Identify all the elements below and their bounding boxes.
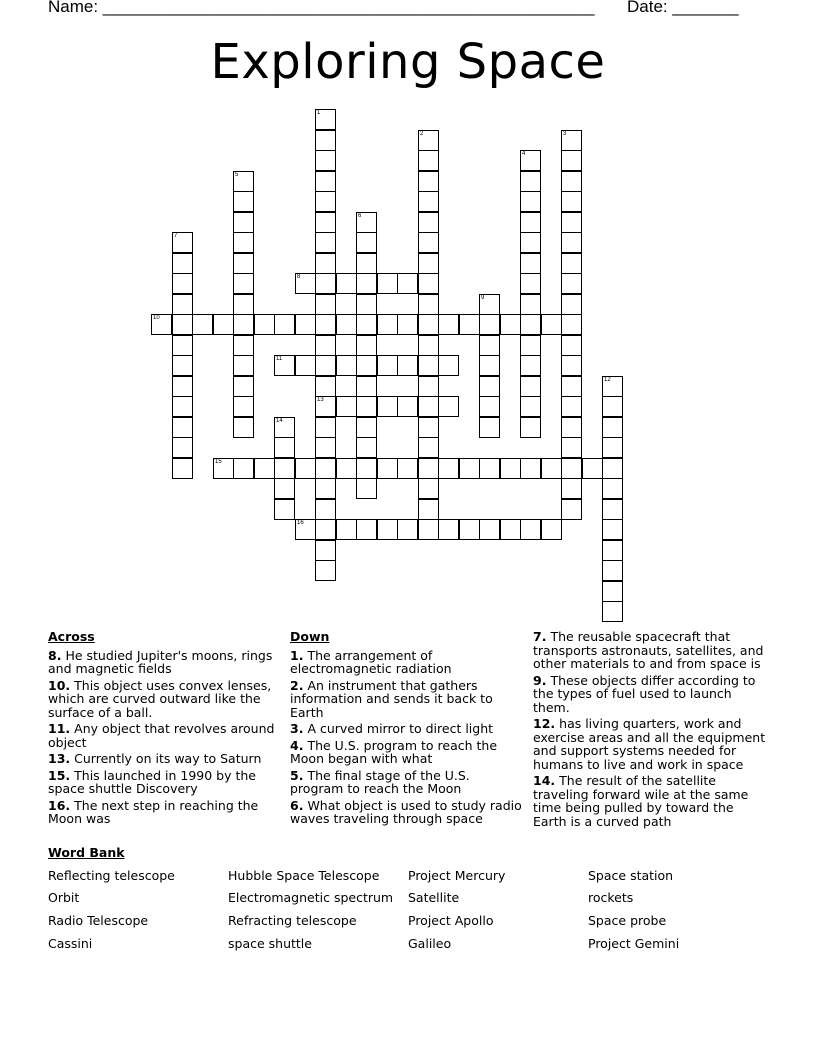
- grid-cell[interactable]: [274, 437, 295, 458]
- grid-cell[interactable]: [315, 376, 336, 397]
- grid-cell[interactable]: [172, 273, 193, 294]
- grid-cell[interactable]: [479, 417, 500, 438]
- grid-cell[interactable]: [561, 273, 582, 294]
- grid-cell[interactable]: [520, 171, 541, 192]
- grid-cell[interactable]: [520, 355, 541, 376]
- grid-cell[interactable]: [315, 335, 336, 356]
- clue-item: 6. What object is used to study radio waves traveling through space: [290, 797, 522, 826]
- grid-cell[interactable]: [315, 396, 336, 417]
- grid-cell[interactable]: [233, 355, 254, 376]
- clue-number: 4: [522, 151, 526, 157]
- grid-cell[interactable]: [561, 458, 582, 479]
- grid-cell[interactable]: [479, 458, 500, 479]
- grid-cell[interactable]: [356, 294, 377, 315]
- grid-cell[interactable]: [397, 396, 418, 417]
- grid-cell[interactable]: [520, 150, 541, 171]
- grid-cell[interactable]: [233, 376, 254, 397]
- grid-cell[interactable]: [397, 519, 418, 540]
- grid-cell[interactable]: [418, 232, 439, 253]
- grid-cell[interactable]: [356, 314, 377, 335]
- across-heading: Across: [48, 629, 95, 644]
- grid-cell[interactable]: [561, 150, 582, 171]
- grid-cell[interactable]: [315, 273, 336, 294]
- word-bank-item: rockets: [588, 890, 634, 905]
- grid-cell[interactable]: [541, 314, 562, 335]
- clue-item: 3. A curved mirror to direct light: [290, 721, 494, 736]
- clue-item: 7. The reusable spacecraft that transports astronauts, satellites, and other materials to and from space is: [533, 629, 764, 671]
- grid-cell[interactable]: [336, 273, 357, 294]
- word-bank-item: Project Mercury: [408, 868, 506, 883]
- grid-cell[interactable]: [356, 519, 377, 540]
- grid-cell[interactable]: [315, 458, 336, 479]
- clue-item: 14. The result of the satellite traveling forward wile at the same time being pulled by toward the Earth is a curved path: [533, 773, 749, 829]
- grid-cell[interactable]: [561, 130, 582, 151]
- grid-cell[interactable]: [233, 171, 254, 192]
- grid-cell[interactable]: [172, 355, 193, 376]
- grid-cell[interactable]: [561, 499, 582, 520]
- grid-cell[interactable]: [438, 355, 459, 376]
- grid-cell[interactable]: [418, 273, 439, 294]
- grid-cell[interactable]: [172, 232, 193, 253]
- word-bank-heading: Word Bank: [48, 845, 125, 860]
- grid-cell[interactable]: [356, 396, 377, 417]
- grid-cell[interactable]: [418, 437, 439, 458]
- down-clues: [290, 630, 522, 829]
- grid-cell[interactable]: [418, 191, 439, 212]
- grid-cell[interactable]: [274, 355, 295, 376]
- word-bank-item: Galileo: [408, 936, 452, 951]
- grid-cell[interactable]: [520, 335, 541, 356]
- grid-cell[interactable]: [438, 458, 459, 479]
- grid-cell[interactable]: [418, 396, 439, 417]
- clue-number: 6: [358, 213, 362, 219]
- clue-item: 11. Any object that revolves around object: [48, 721, 275, 750]
- grid-cell[interactable]: [356, 376, 377, 397]
- grid-cell[interactable]: [233, 417, 254, 438]
- clue-item: 12. has living quarters, work and exercise areas and all the equipment and support systems needed for humans to live and work in space: [533, 716, 766, 772]
- grid-cell[interactable]: [377, 314, 398, 335]
- grid-cell[interactable]: [315, 294, 336, 315]
- grid-cell[interactable]: [315, 355, 336, 376]
- date-field: Date: _______: [627, 0, 739, 16]
- grid-cell[interactable]: [418, 212, 439, 233]
- grid-cell[interactable]: [254, 314, 275, 335]
- grid-cell[interactable]: [172, 294, 193, 315]
- grid-cell[interactable]: [356, 355, 377, 376]
- grid-cell[interactable]: [520, 458, 541, 479]
- grid-cell[interactable]: [192, 314, 213, 335]
- grid-cell[interactable]: [500, 458, 521, 479]
- word-bank-item: Refracting telescope: [228, 913, 357, 928]
- word-bank-item: Orbit: [48, 890, 80, 905]
- grid-cell[interactable]: [541, 519, 562, 540]
- grid-cell[interactable]: [315, 437, 336, 458]
- grid-cell[interactable]: [356, 212, 377, 233]
- grid-cell[interactable]: [315, 519, 336, 540]
- word-bank-item: Hubble Space Telescope: [228, 868, 380, 883]
- grid-cell[interactable]: [561, 396, 582, 417]
- down-clues-continued: [533, 630, 768, 831]
- grid-cell[interactable]: [377, 396, 398, 417]
- grid-cell[interactable]: [233, 294, 254, 315]
- grid-cell[interactable]: [561, 335, 582, 356]
- grid-cell[interactable]: [315, 130, 336, 151]
- clue-number: 16: [297, 520, 304, 526]
- grid-cell[interactable]: [295, 458, 316, 479]
- down-heading: Down: [290, 629, 330, 644]
- grid-cell[interactable]: [602, 581, 623, 602]
- clue-number: 15: [215, 459, 222, 465]
- grid-cell[interactable]: [602, 478, 623, 499]
- grid-cell[interactable]: [397, 314, 418, 335]
- grid-cell[interactable]: [520, 232, 541, 253]
- grid-cell[interactable]: [172, 396, 193, 417]
- grid-cell[interactable]: [254, 458, 275, 479]
- grid-cell[interactable]: [479, 519, 500, 540]
- grid-cell[interactable]: [172, 335, 193, 356]
- grid-cell[interactable]: [561, 437, 582, 458]
- clue-item: 9. These objects differ according to the types of fuel used to launch them.: [533, 672, 756, 715]
- grid-cell[interactable]: [418, 294, 439, 315]
- grid-cell[interactable]: [397, 458, 418, 479]
- grid-cell[interactable]: [479, 335, 500, 356]
- grid-cell[interactable]: [602, 458, 623, 479]
- grid-cell[interactable]: [356, 232, 377, 253]
- grid-cell[interactable]: [377, 355, 398, 376]
- grid-cell[interactable]: [438, 396, 459, 417]
- word-bank-item: Radio Telescope: [48, 913, 149, 928]
- grid-cell[interactable]: [315, 499, 336, 520]
- grid-cell[interactable]: [520, 519, 541, 540]
- grid-cell[interactable]: [520, 417, 541, 438]
- grid-cell[interactable]: [520, 396, 541, 417]
- grid-cell[interactable]: [561, 376, 582, 397]
- grid-cell[interactable]: [172, 314, 193, 335]
- grid-cell[interactable]: [356, 458, 377, 479]
- grid-cell[interactable]: [233, 232, 254, 253]
- grid-cell[interactable]: [356, 273, 377, 294]
- clue-item: 4. The U.S. program to reach the Moon began with what: [290, 737, 498, 766]
- word-bank-item: Project Apollo: [408, 913, 494, 928]
- grid-cell[interactable]: [356, 478, 377, 499]
- grid-cell[interactable]: [151, 314, 172, 335]
- grid-cell[interactable]: [500, 519, 521, 540]
- grid-cell[interactable]: [479, 294, 500, 315]
- clue-number: 12: [604, 377, 611, 383]
- grid-cell[interactable]: [418, 253, 439, 274]
- grid-cell[interactable]: [377, 273, 398, 294]
- grid-cell[interactable]: [336, 519, 357, 540]
- grid-cell[interactable]: [233, 253, 254, 274]
- grid-cell[interactable]: [377, 519, 398, 540]
- grid-cell[interactable]: [315, 150, 336, 171]
- grid-cell[interactable]: [418, 499, 439, 520]
- grid-cell[interactable]: [459, 314, 480, 335]
- grid-cell[interactable]: [418, 130, 439, 151]
- grid-cell[interactable]: [315, 191, 336, 212]
- grid-cell[interactable]: [295, 273, 316, 294]
- grid-cell[interactable]: [438, 519, 459, 540]
- grid-cell[interactable]: [172, 417, 193, 438]
- clue-item: 8. He studied Jupiter's moons, rings and magnetic fields: [48, 647, 273, 676]
- name-field: Name: ____________________________________________________: [48, 0, 595, 16]
- word-bank-item: Electromagnetic spectrum: [228, 890, 394, 905]
- clue-item: 16. The next step in reaching the Moon was: [48, 797, 259, 826]
- grid-cell[interactable]: [438, 314, 459, 335]
- grid-cell[interactable]: [315, 212, 336, 233]
- grid-cell[interactable]: [418, 314, 439, 335]
- word-bank-item: Space station: [588, 868, 674, 883]
- grid-cell[interactable]: [582, 458, 603, 479]
- clue-number: 11: [276, 356, 283, 362]
- grid-cell[interactable]: [541, 458, 562, 479]
- grid-cell[interactable]: [336, 396, 357, 417]
- grid-cell[interactable]: [479, 396, 500, 417]
- grid-cell[interactable]: [356, 253, 377, 274]
- grid-cell[interactable]: [561, 294, 582, 315]
- clue-number: 14: [276, 418, 283, 424]
- grid-cell[interactable]: [459, 519, 480, 540]
- grid-cell[interactable]: [418, 171, 439, 192]
- clue-number: 13: [317, 397, 324, 403]
- grid-cell[interactable]: [520, 212, 541, 233]
- grid-cell[interactable]: [397, 355, 418, 376]
- grid-cell[interactable]: [172, 376, 193, 397]
- grid-cell[interactable]: [561, 191, 582, 212]
- word-bank-item: Satellite: [408, 890, 460, 905]
- grid-cell[interactable]: [418, 478, 439, 499]
- grid-cell[interactable]: [418, 519, 439, 540]
- grid-cell[interactable]: [602, 396, 623, 417]
- grid-cell[interactable]: [602, 437, 623, 458]
- grid-cell[interactable]: [602, 376, 623, 397]
- grid-cell[interactable]: [233, 314, 254, 335]
- grid-cell[interactable]: [336, 314, 357, 335]
- grid-cell[interactable]: [500, 314, 521, 335]
- grid-cell[interactable]: [520, 253, 541, 274]
- grid-cell[interactable]: [479, 355, 500, 376]
- clue-item: 10. This object uses convex lenses, which are curved outward like the surface of a ball.: [48, 677, 272, 720]
- grid-cell[interactable]: [356, 417, 377, 438]
- clue-number: 2: [420, 131, 424, 137]
- grid-cell[interactable]: [561, 355, 582, 376]
- grid-cell[interactable]: [274, 458, 295, 479]
- clue-number: 7: [174, 233, 178, 239]
- grid-cell[interactable]: [602, 499, 623, 520]
- grid-cell[interactable]: [520, 294, 541, 315]
- grid-cell[interactable]: [315, 478, 336, 499]
- clue-number: 10: [153, 315, 160, 321]
- grid-cell[interactable]: [315, 171, 336, 192]
- word-bank-item: Reflecting telescope: [48, 868, 175, 883]
- grid-cell[interactable]: [336, 458, 357, 479]
- grid-cell[interactable]: [233, 273, 254, 294]
- grid-cell[interactable]: [479, 376, 500, 397]
- grid-cell[interactable]: [172, 437, 193, 458]
- grid-cell[interactable]: [274, 478, 295, 499]
- clue-number: 9: [481, 295, 485, 301]
- grid-cell[interactable]: [602, 540, 623, 561]
- grid-cell[interactable]: [356, 335, 377, 356]
- grid-cell[interactable]: [213, 314, 234, 335]
- grid-cell[interactable]: [561, 232, 582, 253]
- word-bank-item: Project Gemini: [588, 936, 680, 951]
- grid-cell[interactable]: [315, 253, 336, 274]
- grid-cell[interactable]: [418, 150, 439, 171]
- clue-item: 1. The arrangement of electromagnetic radiation: [290, 647, 452, 676]
- page-title: Exploring Space: [210, 34, 606, 90]
- clue-number: 1: [317, 110, 321, 116]
- clue-number: 5: [235, 172, 239, 178]
- grid-cell[interactable]: [233, 335, 254, 356]
- grid-cell[interactable]: [479, 314, 500, 335]
- word-bank-item: space shuttle: [228, 936, 312, 951]
- grid-cell[interactable]: [274, 314, 295, 335]
- grid-cell[interactable]: [377, 458, 398, 479]
- grid-cell[interactable]: [172, 253, 193, 274]
- clue-item: 5. The final stage of the U.S. program to reach the Moon: [290, 767, 470, 796]
- grid-cell[interactable]: [418, 417, 439, 438]
- grid-cell[interactable]: [561, 212, 582, 233]
- grid-cell[interactable]: [315, 109, 336, 130]
- grid-cell[interactable]: [602, 519, 623, 540]
- clue-item: 2. An instrument that gathers information and sends it back to Earth: [290, 677, 493, 720]
- grid-cell[interactable]: [315, 417, 336, 438]
- grid-cell[interactable]: [602, 560, 623, 581]
- grid-cell[interactable]: [315, 232, 336, 253]
- grid-cell[interactable]: [602, 601, 623, 622]
- grid-cell[interactable]: [233, 212, 254, 233]
- clue-number: 3: [563, 131, 567, 137]
- grid-cell[interactable]: [561, 253, 582, 274]
- grid-cell[interactable]: [315, 314, 336, 335]
- grid-cell[interactable]: [561, 314, 582, 335]
- grid-cell[interactable]: [213, 458, 234, 479]
- grid-cell[interactable]: [233, 396, 254, 417]
- grid-cell[interactable]: [172, 458, 193, 479]
- grid-cell[interactable]: [336, 355, 357, 376]
- grid-cell[interactable]: [356, 437, 377, 458]
- grid-cell[interactable]: [418, 458, 439, 479]
- clue-number: 8: [297, 274, 301, 280]
- grid-cell[interactable]: [274, 499, 295, 520]
- grid-cell[interactable]: [520, 376, 541, 397]
- grid-cell[interactable]: [418, 335, 439, 356]
- grid-cell[interactable]: [233, 458, 254, 479]
- word-bank-item: Cassini: [48, 936, 93, 951]
- grid-cell[interactable]: [315, 560, 336, 581]
- clue-item: 15. This launched in 1990 by the space shuttle Discovery: [48, 767, 257, 796]
- grid-cell[interactable]: [295, 519, 316, 540]
- grid-cell[interactable]: [274, 417, 295, 438]
- grid-cell[interactable]: [295, 314, 316, 335]
- across-clues: [48, 630, 280, 829]
- grid-cell[interactable]: [295, 355, 316, 376]
- grid-cell[interactable]: [418, 355, 439, 376]
- grid-cell[interactable]: [520, 273, 541, 294]
- grid-cell[interactable]: [561, 478, 582, 499]
- grid-cell[interactable]: [459, 458, 480, 479]
- clue-item: 13. Currently on its way to Saturn: [48, 751, 262, 766]
- grid-cell[interactable]: [418, 376, 439, 397]
- grid-cell[interactable]: [520, 314, 541, 335]
- grid-cell[interactable]: [520, 191, 541, 212]
- word-bank-item: Space probe: [588, 913, 667, 928]
- grid-cell[interactable]: [397, 273, 418, 294]
- grid-cell[interactable]: [315, 540, 336, 561]
- grid-cell[interactable]: [602, 417, 623, 438]
- grid-cell[interactable]: [561, 171, 582, 192]
- grid-cell[interactable]: [561, 417, 582, 438]
- grid-cell[interactable]: [233, 191, 254, 212]
